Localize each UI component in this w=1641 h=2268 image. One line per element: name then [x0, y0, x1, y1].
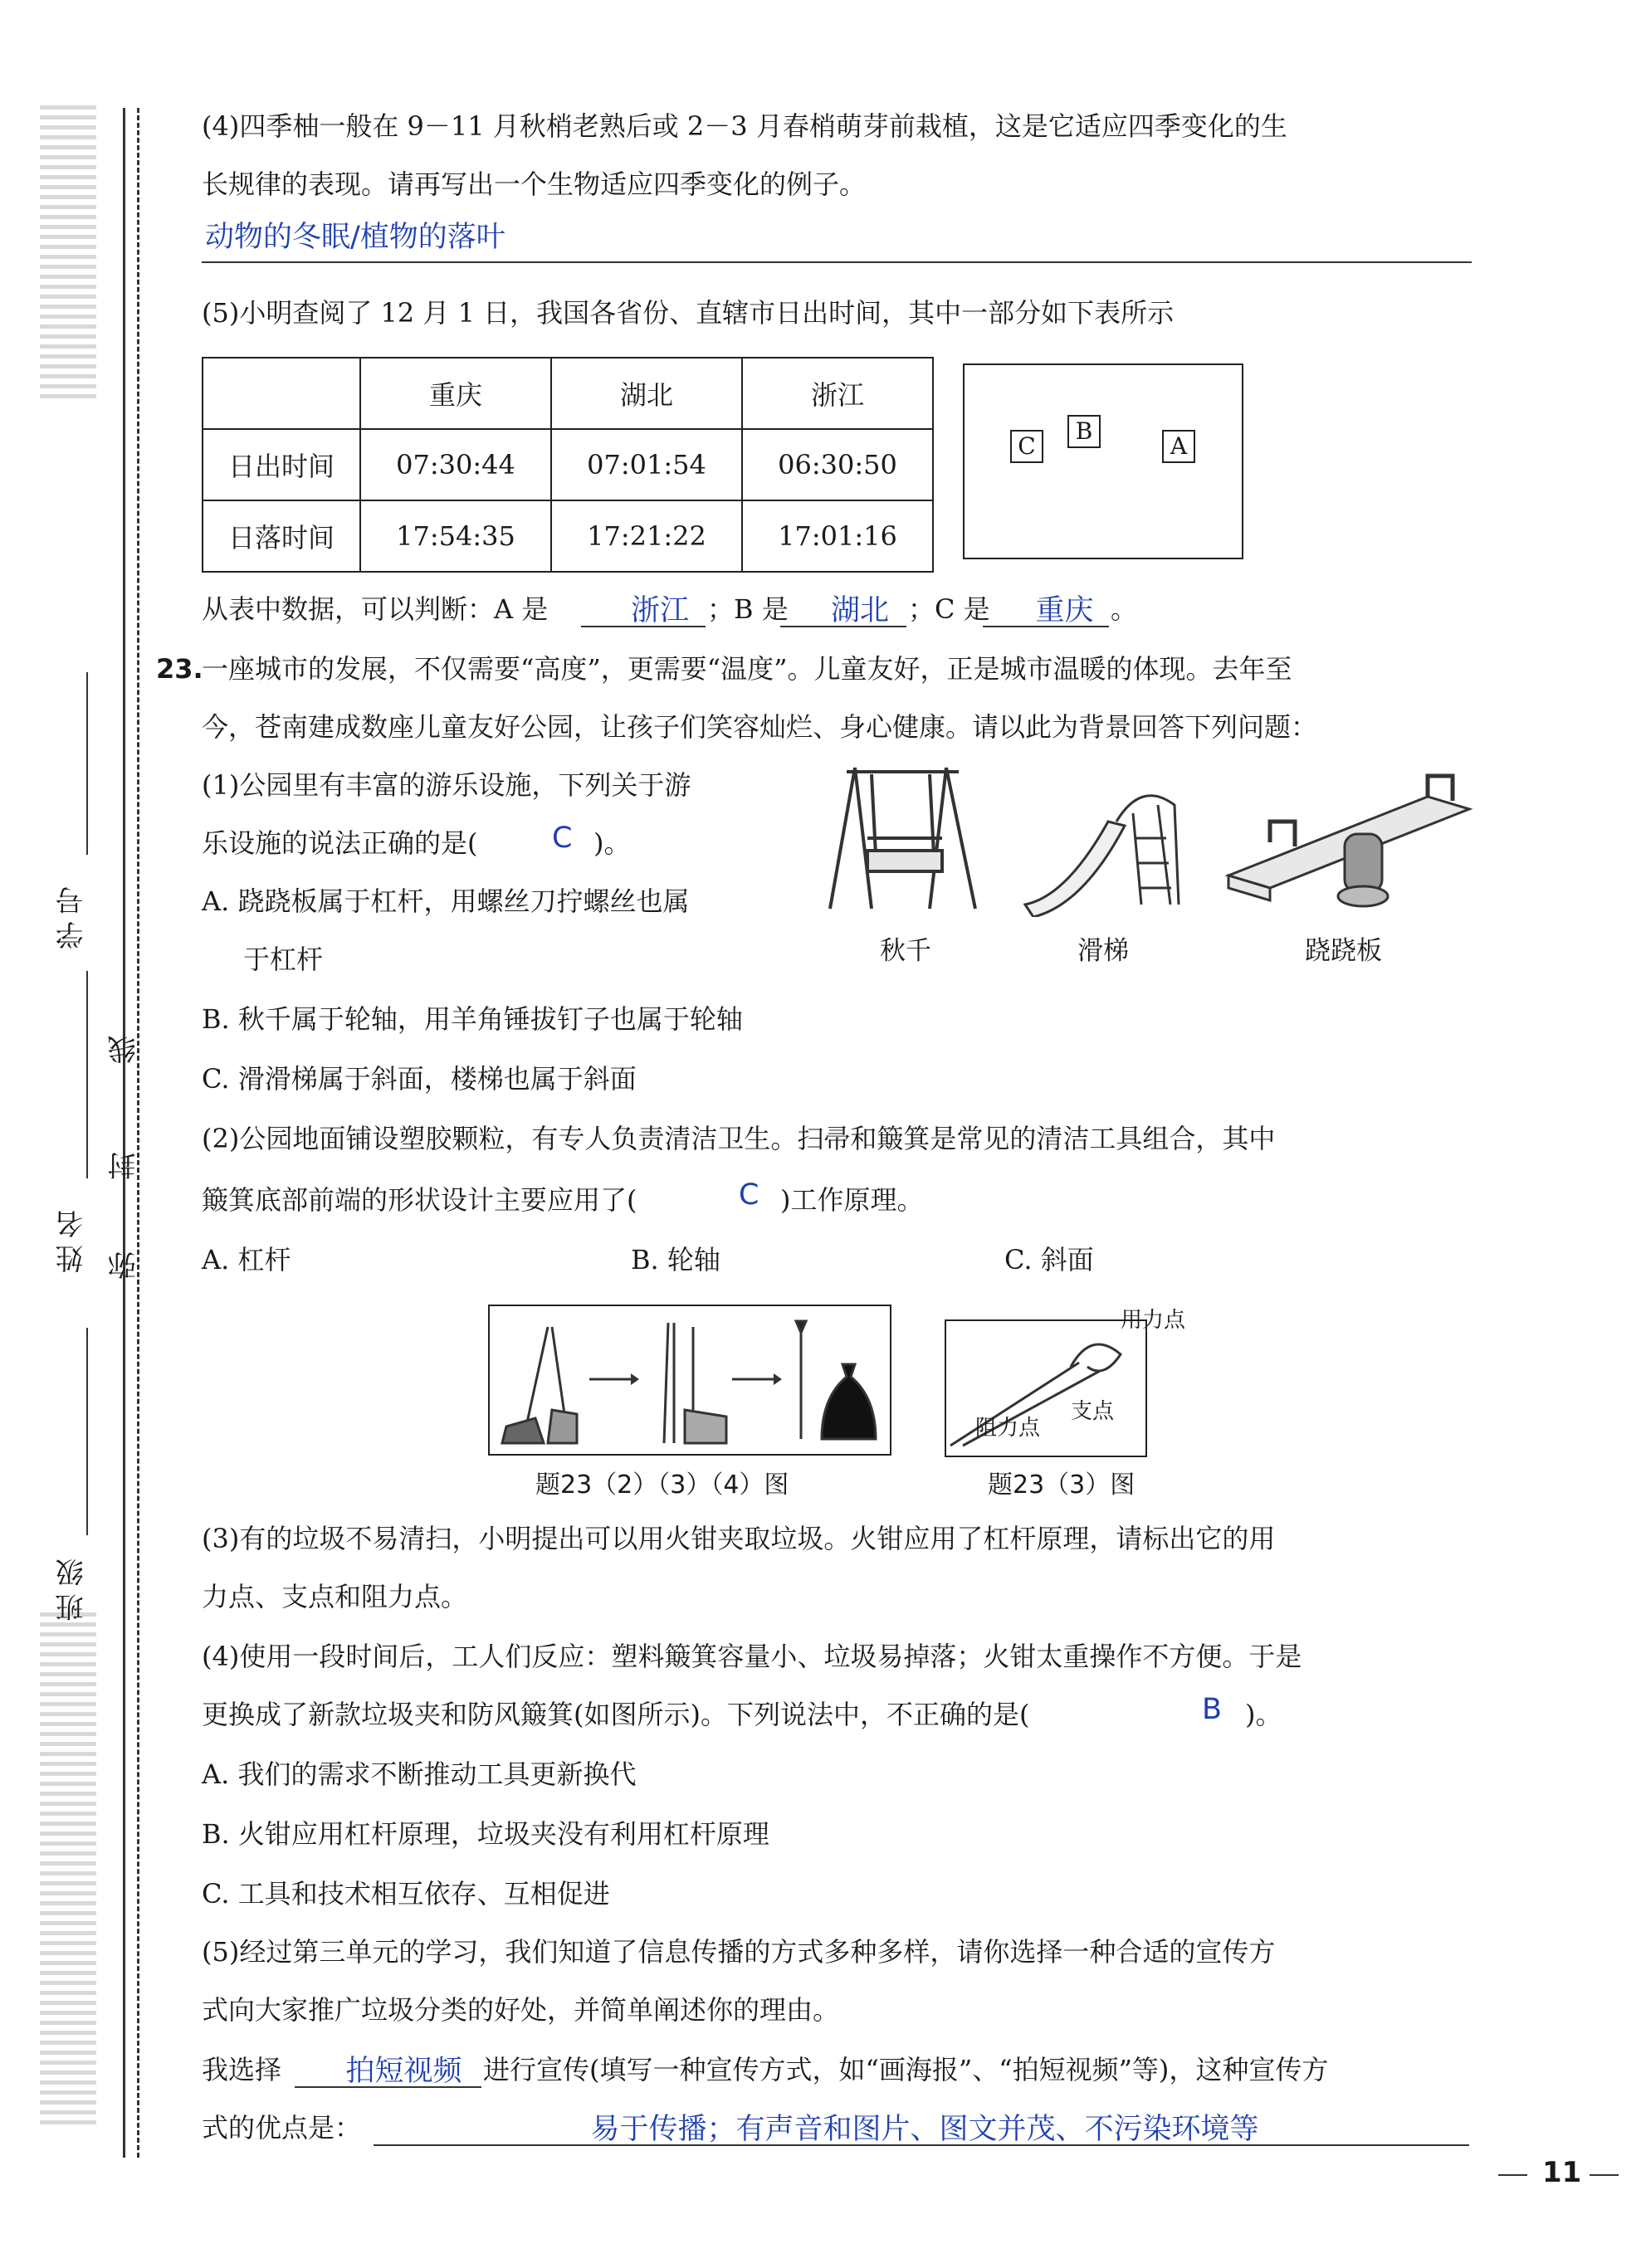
answer-a-blank [581, 588, 706, 627]
table-cell: 06:30:50 [742, 429, 933, 500]
q23-2-line1: (2)公园地面铺设塑胶颗粒，有专人负责清洁卫生。扫帚和簸箕是常见的清洁工具组合，其中 [202, 1123, 1276, 1154]
q23-1-optB: B. 秋千属于轮轴，用羊角锤拔钉子也属于轮轴 [202, 1003, 743, 1035]
table-cell: 日落时间 [203, 500, 360, 572]
seal-char-line: 线 [108, 1029, 141, 1064]
table-row [203, 429, 933, 500]
tongs-load-label: 阻力点 [975, 1416, 1041, 1441]
q23-3-line1: (3)有的垃圾不易清扫，小明提出可以用火钳夹取垃圾。火钳应用了杠杆原理，请标出它的用 [202, 1523, 1276, 1554]
page-number-dash-right [1590, 2174, 1619, 2176]
q23-4-line2-suffix: )。 [1245, 1699, 1282, 1730]
q23-2-line2-prefix: 簸箕底部前端的形状设计主要应用了( [202, 1184, 637, 1216]
tongs-fulcrum-label: 支点 [1071, 1399, 1115, 1424]
q23-5-line1: (5)经过第三单元的学习，我们知道了信息传播的方式多种多样，请你选择一种合适的宣传方 [202, 1936, 1276, 1968]
q23-1-line1: (1)公园里有丰富的游乐设施，下列关于游 [202, 769, 691, 801]
class-label: 班级 [56, 1552, 89, 1622]
q23-5-adv-prefix: 式的优点是： [202, 2112, 362, 2144]
table-cell: 07:01:54 [551, 429, 742, 500]
answer-c: 重庆 [1035, 594, 1094, 627]
q23-2-answer: C [739, 1178, 759, 1212]
seal-char-seal: 封 [108, 1145, 141, 1180]
advantage-blank [374, 2106, 1469, 2146]
q23-4-line2-prefix: 更换成了新款垃圾夹和防风簸箕(如图所示)。下列说法中，不正确的是( [202, 1699, 1030, 1730]
q23-2-optB: B. 轮轴 [631, 1244, 720, 1275]
choose-answer: 拍短视频 [345, 2055, 462, 2088]
sidebar-stripe-top [40, 100, 96, 398]
advantage-answer: 易于传播；有声音和图片、图文并茂、不污染环境等 [590, 2113, 1259, 2146]
q22-5-judge-c: ；C 是 [908, 593, 990, 625]
answer-c-blank [983, 588, 1109, 627]
table-cell: 07:30:44 [360, 429, 551, 500]
table-header-chongqing: 重庆 [360, 358, 551, 429]
name-blank [86, 971, 88, 1178]
caption-right: 题23（3）图 [988, 1471, 1136, 1500]
binding-sidebar [15, 100, 90, 2174]
q23-intro-line2: 今，苍南建成数座儿童友好公园，让孩子们笑容灿烂、身心健康。请以此为背景回答下列问题： [202, 711, 1318, 743]
table-row [203, 500, 933, 572]
q23-5-line2: 式向大家推广垃圾分类的好处，并简单阐述你的理由。 [202, 1994, 840, 2026]
q23-number: 23. [156, 653, 203, 685]
page-number: 11 [1542, 2156, 1582, 2189]
sidebar-stripe-bottom [40, 1610, 96, 2124]
q22-4-answer-line [202, 261, 1472, 263]
q22-4-answer: 动物的冬眠/植物的落叶 [205, 221, 505, 254]
q23-1-line2-prefix: 乐设施的说法正确的是( [202, 827, 478, 859]
swing-figure [822, 759, 988, 913]
q22-4-line1: (4)四季柚一般在 9－11 月秋梢老熟后或 2－3 月春梢萌芽前栽植，这是它适应四季变化的生 [202, 110, 1287, 142]
table-cell: 17:54:35 [360, 500, 551, 572]
seal-char-mi: 弥 [108, 1245, 141, 1280]
q23-2-optA: A. 杠杆 [202, 1244, 291, 1275]
q22-4-line2: 长规律的表现。请再写出一个生物适应四季变化的例子。 [202, 168, 867, 200]
sidebar-dashed-rule [137, 108, 139, 2158]
q23-1-line2-suffix: )。 [593, 827, 631, 859]
q23-1-optA-line1: A. 跷跷板属于杠杆，用螺丝刀拧螺丝也属 [202, 885, 690, 917]
seesaw-label: 跷跷板 [1305, 936, 1382, 966]
q23-4-optA: A. 我们的需求不断推动工具更新换代 [202, 1758, 637, 1790]
q23-1-answer: C [552, 822, 573, 855]
q23-4-answer: B [1202, 1693, 1223, 1726]
q23-4-optB: B. 火钳应用杠杆原理，垃圾夹没有利用杠杆原理 [202, 1818, 769, 1850]
class-blank [86, 1328, 88, 1535]
map-box [963, 363, 1243, 559]
q23-5-choose-suffix: 进行宣传(填写一种宣传方式，如“画海报”、“拍短视频”等)，这种宣传方 [483, 2054, 1329, 2085]
q23-3-line2: 力点、支点和阻力点。 [202, 1581, 468, 1612]
table-cell: 日出时间 [203, 429, 360, 500]
q23-2-line2-suffix: )工作原理。 [780, 1184, 924, 1216]
tools-figure [488, 1305, 891, 1456]
broom-dustpan-icon [498, 1323, 581, 1447]
table-cell: 17:01:16 [742, 500, 933, 572]
q22-5-judge-end: 。 [1111, 593, 1138, 625]
grabber-trash-bag-icon [784, 1314, 884, 1447]
q23-4-line1: (4)使用一段时间后，工人们反应：塑料簸箕容量小、垃圾易掉落；火钳太重操作不方便。于是 [202, 1641, 1302, 1672]
sidebar-solid-rule [123, 108, 125, 2158]
page-number-dash-left [1498, 2174, 1527, 2176]
q23-intro-line1: 一座城市的发展，不仅需要“高度”，更需要“温度”。儿童友好，正是城市温暖的体现。去年至 [202, 653, 1292, 685]
number-blank [86, 672, 88, 855]
answer-a: 浙江 [630, 594, 689, 627]
map-label-c: C [1010, 430, 1043, 463]
table-header-empty [203, 358, 360, 429]
slide-figure [1017, 780, 1199, 917]
right-arrow-icon [589, 1371, 639, 1388]
slide-label: 滑梯 [1077, 936, 1129, 966]
q22-5-intro: (5)小明查阅了 12 月 1 日，我国各省份、直辖市日出时间，其中一部分如下表所示 [202, 297, 1175, 329]
sunrise-table [202, 357, 934, 573]
swing-label: 秋千 [880, 936, 931, 966]
tongs-dustpan-icon [647, 1319, 730, 1447]
q23-1-optC: C. 滑滑梯属于斜面，楼梯也属于斜面 [202, 1063, 637, 1095]
map-label-a: A [1162, 430, 1195, 463]
q22-5-judge-b: ；B 是 [707, 593, 789, 625]
q23-2-optC: C. 斜面 [1004, 1244, 1094, 1275]
table-cell: 17:21:22 [551, 500, 742, 572]
caption-left: 题23（2）（3）（4）图 [535, 1471, 789, 1500]
tongs-figure [945, 1308, 1186, 1457]
answer-b: 湖北 [830, 594, 889, 627]
q22-5-judge-prefix: 从表中数据，可以判断：A 是 [202, 593, 549, 625]
tongs-effort-label: 用力点 [1121, 1308, 1186, 1333]
student-number-label: 学号 [56, 880, 89, 949]
choose-blank [295, 2048, 481, 2088]
right-arrow-icon [732, 1371, 782, 1388]
name-label: 姓名 [56, 1203, 89, 1273]
q23-1-optA-line2: 于杠杆 [243, 944, 324, 975]
table-header-hubei: 湖北 [551, 358, 742, 429]
q23-4-optC: C. 工具和技术相互依存、互相促进 [202, 1878, 610, 1910]
map-label-b: B [1067, 415, 1101, 448]
q23-5-choose-prefix: 我选择 [202, 2054, 282, 2085]
seesaw-figure [1220, 763, 1477, 921]
answer-b-blank [780, 588, 906, 627]
table-header-zhejiang: 浙江 [742, 358, 933, 429]
